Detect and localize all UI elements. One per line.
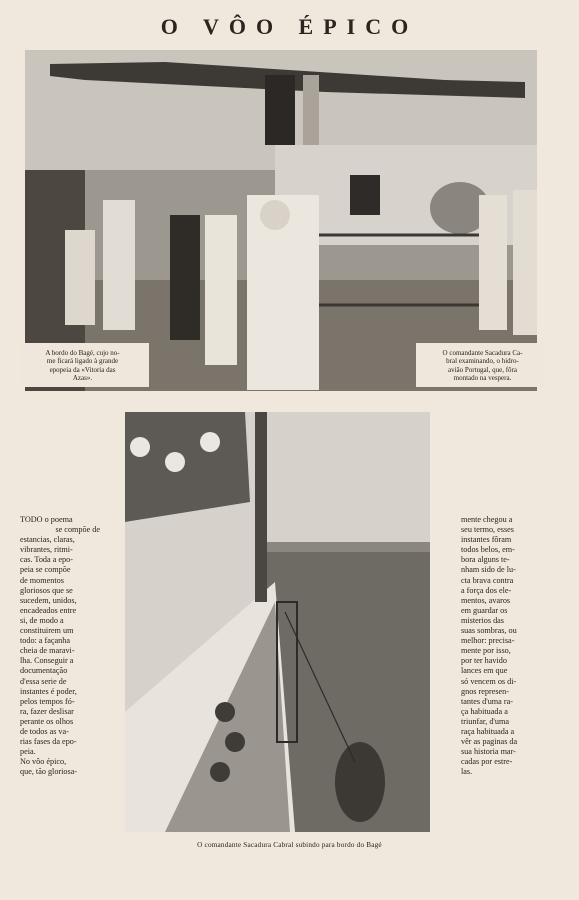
caption-line: A bordo do Bagé, cujo no- xyxy=(45,349,120,357)
caption-line: avião Portugal, que, fôra xyxy=(447,365,517,374)
caption-line: Azas». xyxy=(72,374,93,383)
text-line: misterios das xyxy=(461,615,504,625)
text-line: si, de modo a xyxy=(20,615,64,625)
text-line: seu termo, esses xyxy=(461,525,514,535)
text-line: pelos tempos fó- xyxy=(20,696,75,706)
text-line: em guardar os xyxy=(461,605,508,615)
text-line: peia se compõe xyxy=(20,565,71,575)
text-line: mente chegou a xyxy=(461,515,513,524)
text-line: lha. Conseguir a xyxy=(20,656,74,666)
page-title: O VÔO ÉPICO xyxy=(160,14,419,39)
top-photo-caption-left xyxy=(20,343,149,387)
text-line: por ter havido xyxy=(461,656,507,666)
text-line: cheia de maravi- xyxy=(20,646,75,656)
text-line: vêr as paginas da xyxy=(461,737,518,747)
text-line: d'essa serie de xyxy=(20,676,67,686)
text-line: documentação xyxy=(20,666,68,676)
text-line: a força dos ele- xyxy=(461,585,512,595)
text-line: No vôo épico, xyxy=(20,757,67,767)
text-line: só vencem os di- xyxy=(461,676,517,686)
text-line: se compõe de xyxy=(55,525,100,535)
text-line: las. xyxy=(461,767,473,777)
top-photo xyxy=(25,50,537,391)
text-line: encadeados entre xyxy=(20,605,77,615)
text-line: rias fases da epo- xyxy=(20,737,77,747)
left-text-column xyxy=(20,515,100,777)
text-line: mentos, avaros xyxy=(461,595,511,605)
text-line: sua historia mar- xyxy=(461,747,516,757)
text-line: TODO o poema xyxy=(20,515,73,524)
text-line: instantes fôram xyxy=(461,535,512,545)
text-line: vibrantes, ritmi- xyxy=(20,545,73,555)
text-line: de todos as va- xyxy=(20,726,69,736)
bottom-photo-caption: O comandante Sacadura Cabral subindo para bordo do Bagé xyxy=(197,841,382,849)
text-line: suas sombras, ou xyxy=(461,626,517,636)
text-line: tantes d'uma ra- xyxy=(461,696,513,706)
text-line: ra, fazer deslisar xyxy=(20,706,74,716)
text-line: nham sido de lu- xyxy=(461,565,516,575)
text-line: lances em que xyxy=(461,666,508,676)
text-line: que, tão gloriosa- xyxy=(20,767,78,777)
text-line: instantes é poder, xyxy=(20,686,77,696)
text-line: todos belos, em- xyxy=(461,545,515,555)
text-line: gnos represen- xyxy=(461,686,509,696)
bottom-photo xyxy=(125,412,430,832)
text-line: cadas por estre- xyxy=(461,757,513,767)
text-line: triunfar, d'uma xyxy=(461,716,509,726)
caption-line: bral examinando, o hidro- xyxy=(446,357,519,366)
text-line: todo: a façanha xyxy=(20,636,71,646)
text-line: de momentos xyxy=(20,575,64,585)
caption-line: O comandante Sacadura Ca- xyxy=(442,349,523,357)
text-line: constituirem um xyxy=(20,626,74,636)
text-line: raça habituada a xyxy=(461,726,515,736)
text-line: gloriosos que se xyxy=(20,585,73,595)
text-line: sucedem, unidos, xyxy=(20,595,77,605)
top-photo-caption-right xyxy=(416,343,545,387)
text-line: bora alguns te- xyxy=(461,555,510,565)
text-line: ça habituada a xyxy=(461,706,508,716)
text-line: estancias, claras, xyxy=(20,535,75,545)
text-line: peia. xyxy=(20,747,36,757)
text-line: cas. Toda a epo- xyxy=(20,555,73,565)
caption-line: montado na vespera. xyxy=(453,374,512,383)
text-line: melhor: precisa- xyxy=(461,636,515,646)
text-line: cta brava contra xyxy=(461,575,514,585)
caption-line: me ficará ligado à grande xyxy=(46,357,119,366)
caption-line: epopeia da «Vitoria das xyxy=(49,365,116,374)
text-line: mente por isso, xyxy=(461,646,511,656)
right-text-column xyxy=(461,515,541,777)
text-line: perante os olhos xyxy=(20,716,74,726)
